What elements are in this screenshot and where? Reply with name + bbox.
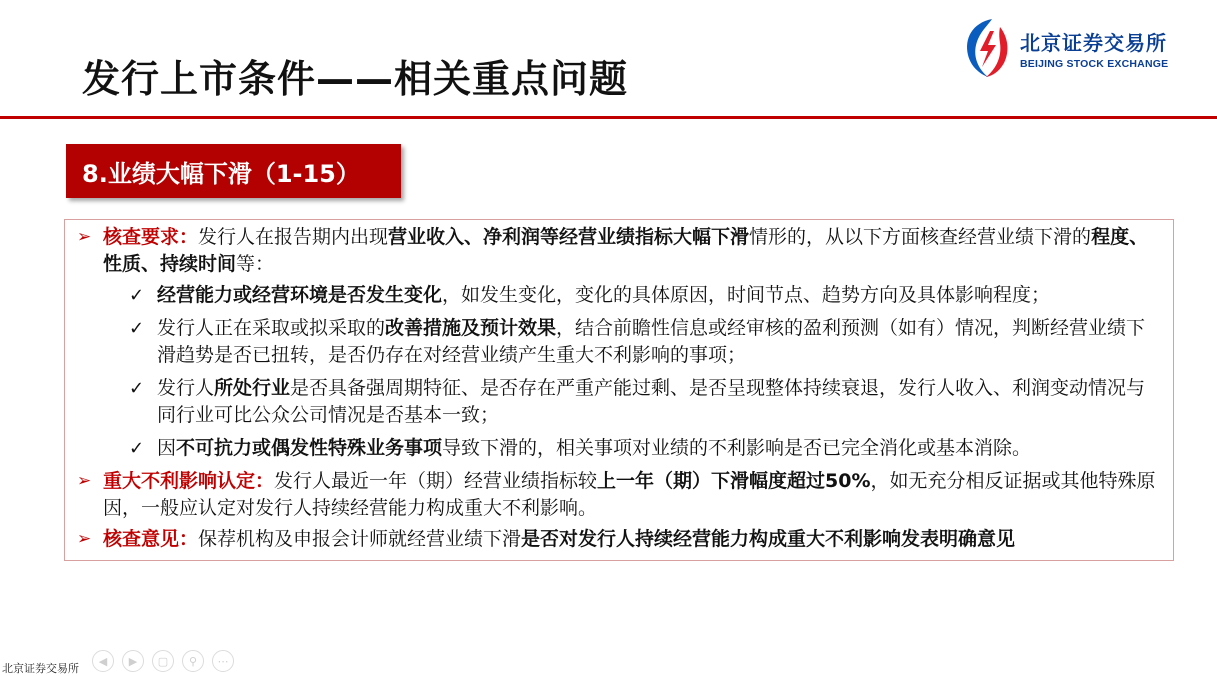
logo-english-name: BEIJING STOCK EXCHANGE <box>1020 57 1169 70</box>
body-text: 保荐机构及申报会计师就经营业绩下滑 <box>198 528 522 550</box>
arrow-bullet-icon: ➢ <box>77 227 92 247</box>
arrow-bullet-icon: ➢ <box>77 529 92 549</box>
logo-chinese-name: 北京证券交易所 <box>1020 30 1167 55</box>
sub-bullet-item <box>77 435 1163 462</box>
body-text: 是否具备强周期特征、是否存在严重产能过剩、是否呈现整体持续衰退，发行人收入、利润变动情况与同行业可比公众公司情况是否基本一致； <box>157 377 1146 426</box>
body-text: ，如无充分相反证据或其他特殊原因，一般应认定对发行人持续经营能力构成重大不利影响。 <box>103 470 1156 519</box>
body-text: 发行人 <box>157 377 215 399</box>
emphasis-text: 不可抗力或偶发性特殊业务事项 <box>176 437 443 459</box>
emphasis-text: 是否对发行人持续经营能力构成重大不利影响发表明确意见 <box>521 528 1016 550</box>
bullet-heading: 核查要求： <box>103 226 199 248</box>
body-text: ，如发生变化，变化的具体原因，时间节点、趋势方向及具体影响程度； <box>442 284 1051 306</box>
bullet-item <box>77 468 1163 522</box>
more-icon[interactable]: ⋯ <box>212 650 234 672</box>
body-text: 发行人最近一年（期）经营业绩指标较 <box>274 470 598 492</box>
body-text: ，结合前瞻性信息或经审核的盈利预测（如有）情况，判断经营业绩下滑趋势是否已扭转，是否仍存在对经营业绩产生重大不利影响的事项； <box>157 317 1146 366</box>
slide-title: 发行上市条件——相关重点问题 <box>82 57 629 101</box>
title-divider <box>0 116 1217 119</box>
content-box <box>64 219 1174 561</box>
checkmark-icon: ✓ <box>129 378 145 399</box>
emphasis-text: 所处行业 <box>214 377 291 399</box>
emphasis-text: 程度、性质、持续时间 <box>103 226 1149 275</box>
bullet-item <box>77 224 1163 278</box>
sub-bullet-item <box>77 315 1163 369</box>
checkmark-icon: ✓ <box>129 438 145 459</box>
bse-logo <box>962 16 1168 80</box>
body-text: 发行人正在采取或拟采取的 <box>157 317 386 339</box>
body-text: 导致下滑的，相关事项对业绩的不利影响是否已完全消化或基本消除。 <box>442 437 1032 459</box>
body-text: 因 <box>157 437 177 459</box>
sub-bullet-item <box>77 375 1163 429</box>
body-text: 等： <box>236 253 275 275</box>
section-banner: 8.业绩大幅下滑（1-15） <box>66 144 401 198</box>
body-text: 情形的，从以下方面核查经营业绩下滑的 <box>749 226 1092 248</box>
arrow-bullet-icon: ➢ <box>77 471 92 491</box>
emphasis-text: 经营能力或经营环境是否发生变化 <box>157 284 443 306</box>
emphasis-text: 改善措施及预计效果 <box>385 317 557 339</box>
prev-slide-icon[interactable]: ◀ <box>92 650 114 672</box>
pages-icon[interactable]: ▢ <box>152 650 174 672</box>
bullet-heading: 核查意见： <box>103 528 199 550</box>
sub-bullet-item <box>77 282 1163 309</box>
bullet-item <box>77 526 1163 553</box>
zoom-icon[interactable]: ⚲ <box>182 650 204 672</box>
slide-controls <box>92 650 234 672</box>
emphasis-text: 营业收入、净利润等经营业绩指标大幅下滑 <box>388 226 750 248</box>
bse-logo-icon <box>962 17 1012 79</box>
bullet-heading: 重大不利影响认定： <box>103 470 275 492</box>
footer-logo: 北京证券交易所 <box>2 662 79 675</box>
next-slide-icon[interactable]: ▶ <box>122 650 144 672</box>
emphasis-text: 上一年（期）下滑幅度超过50% <box>597 470 871 492</box>
checkmark-icon: ✓ <box>129 285 145 306</box>
body-text: 发行人在报告期内出现 <box>198 226 389 248</box>
checkmark-icon: ✓ <box>129 318 145 339</box>
